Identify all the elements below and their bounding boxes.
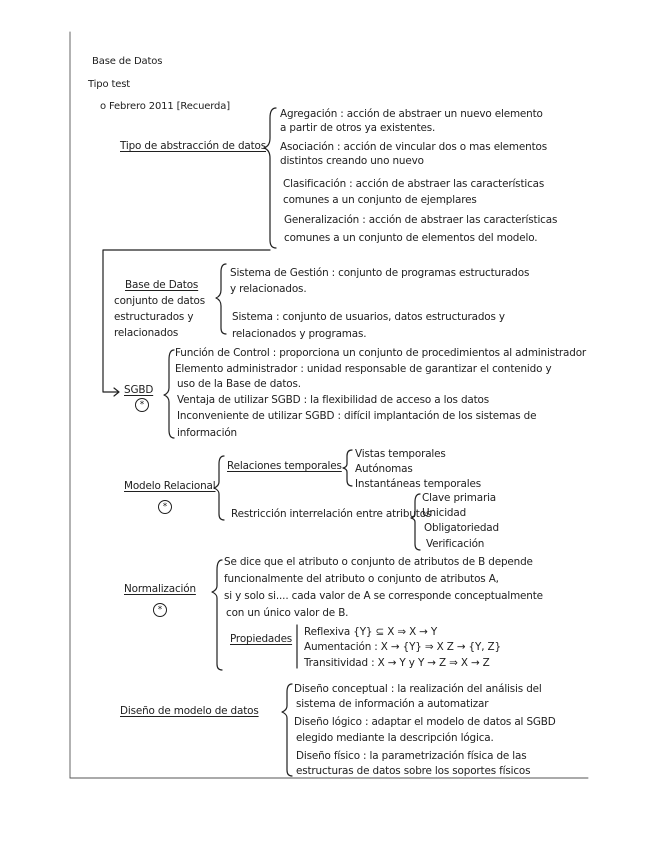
sgbd-line-6: información — [177, 427, 237, 439]
abstraccion-item-1b: a partir de otros ya existentes. — [280, 122, 436, 134]
sgbd-line-4: Ventaja de utilizar SGBD : la flexibilidad de acceso a los datos — [177, 394, 490, 406]
normalizacion-line-3: si y solo si.... cada valor de A se corresponde conceptualmente — [224, 590, 543, 602]
propiedad-transitividad: Transitividad : X → Y y Y → Z ⇒ X → Z — [304, 657, 490, 669]
diseno-line-2: sistema de información a automatizar — [296, 698, 489, 710]
relaciones-item-1: Vistas temporales — [355, 448, 446, 460]
diseno-line-5: Diseño físico : la parametrización física de las — [296, 750, 527, 762]
sgbd-line-3: uso de la Base de datos. — [177, 378, 301, 390]
diseno-line-4: elegido mediante la descripción lógica. — [296, 732, 494, 744]
abstraccion-item-1a: Agregación : acción de abstraer un nuevo elemento — [280, 108, 543, 120]
abstraccion-item-2a: Asociación : acción de vincular dos o mas elementos — [280, 141, 547, 153]
restriccion-item-4: Verificación — [426, 538, 485, 550]
restriccion-item-2: Unicidad — [422, 507, 467, 519]
modelo-star-mark: * — [158, 500, 172, 514]
subject-title: Base de Datos — [92, 56, 163, 67]
normalizacion-line-4: con un único valor de B. — [226, 607, 349, 619]
relaciones-item-2: Autónomas — [355, 463, 413, 475]
abstraccion-item-3b: comunes a un conjunto de ejemplares — [283, 194, 477, 206]
abstraccion-title: Tipo de abstracción de datos — [120, 140, 267, 152]
base-datos-item-2a: Sistema : conjunto de usuarios, datos estructurados y — [232, 311, 505, 323]
test-type: Tipo test — [88, 79, 131, 90]
abstraccion-item-2b: distintos creando uno nuevo — [280, 155, 424, 167]
sgbd-line-1: Función de Control : proporciona un conjunto de procedimientos al administrador — [175, 347, 587, 359]
base-datos-desc-2: estructurados y — [114, 311, 194, 323]
base-datos-title: Base de Datos — [125, 279, 199, 291]
normalizacion-title: Normalización — [124, 583, 196, 595]
restriccion-item-1: Clave primaria — [422, 492, 497, 504]
restriccion-atributos: Restricción interrelación entre atributos — [231, 508, 432, 520]
base-datos-item-1b: y relacionados. — [230, 283, 307, 295]
restriccion-item-3: Obligatoriedad — [424, 522, 499, 534]
normalizacion-star-mark: * — [153, 603, 167, 617]
sgbd-title: SGBD — [124, 384, 154, 396]
diseno-line-6: estructuras de datos sobre los soportes físicos — [296, 765, 531, 777]
diseno-line-3: Diseño lógico : adaptar el modelo de datos al SGBD — [294, 716, 556, 728]
base-datos-item-2b: relacionados y programas. — [232, 328, 367, 340]
modelo-title: Modelo Relacional — [124, 480, 216, 492]
diseno-title: Diseño de modelo de datos — [120, 705, 259, 717]
normalizacion-line-2: funcionalmente del atributo o conjunto de atributos A, — [224, 573, 499, 585]
propiedades-label: Propiedades — [230, 633, 293, 645]
abstraccion-item-4a: Generalización : acción de abstraer las características — [284, 214, 558, 226]
normalizacion-line-1: Se dice que el atributo o conjunto de atributos de B depende — [224, 556, 533, 568]
diseno-line-1: Diseño conceptual : la realización del análisis del — [294, 683, 542, 695]
sgbd-line-5: Inconveniente de utilizar SGBD : difícil implantación de los sistemas de — [177, 410, 537, 422]
base-datos-desc-3: relacionados — [114, 327, 179, 339]
sgbd-star-mark: * — [135, 398, 149, 412]
sgbd-line-2: Elemento administrador : unidad responsable de garantizar el contenido y — [175, 363, 552, 375]
relaciones-item-3: Instantáneas temporales — [355, 478, 482, 490]
exam-date: o Febrero 2011 [Recuerda] — [100, 101, 230, 112]
propiedad-reflexiva: Reflexiva {Y} ⊆ X ⇒ X → Y — [304, 626, 438, 638]
abstraccion-item-3a: Clasificación : acción de abstraer las características — [283, 178, 545, 190]
abstraccion-item-4b: comunes a un conjunto de elementos del modelo. — [284, 232, 538, 244]
propiedad-aumentacion: Aumentación : X → {Y} ⇒ X Z → {Y, Z} — [304, 641, 501, 653]
base-datos-item-1a: Sistema de Gestión : conjunto de programas estructurados — [230, 267, 530, 279]
base-datos-desc-1: conjunto de datos — [114, 295, 205, 307]
relaciones-temporales: Relaciones temporales — [227, 460, 342, 472]
